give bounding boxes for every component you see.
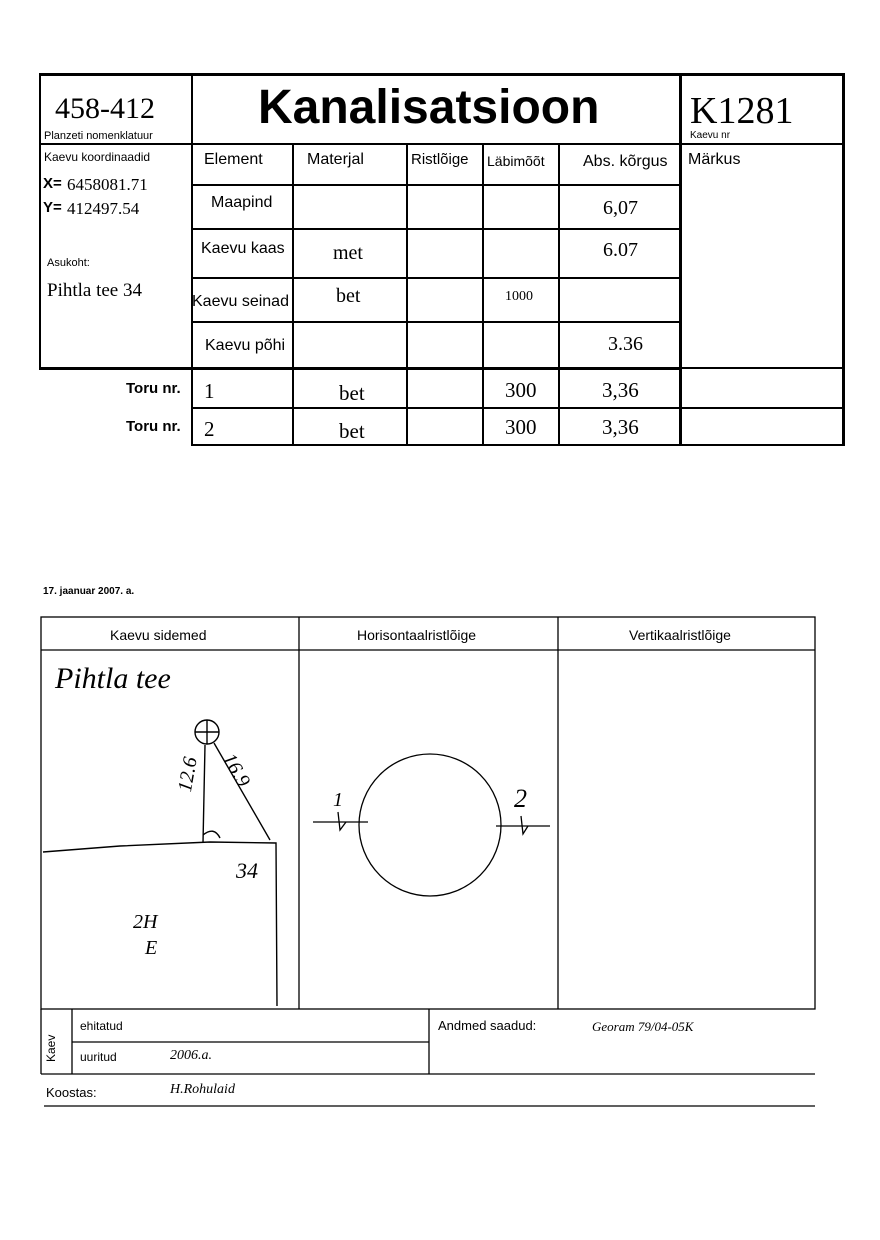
pipe-korgus: 3,36	[602, 415, 639, 439]
pipe1-label: 1	[333, 789, 343, 811]
x-label: X=	[43, 175, 62, 192]
nomenclature-label: Planzeti nomenklatuur	[44, 130, 153, 142]
coords-label: Kaevu koordinaadid	[44, 150, 151, 164]
kaev-label: Kaev	[44, 1034, 58, 1062]
uuritud-label: uuritud	[80, 1050, 117, 1064]
pipe-korgus: 3,36	[602, 378, 639, 402]
document-date: 17. jaanuar 2007. a.	[43, 586, 135, 597]
location-label: Asukoht:	[47, 257, 90, 269]
col-header-materjal: Materjal	[307, 151, 364, 168]
andmed-value: Georam 79/04-05K	[592, 1019, 694, 1034]
row-element-pohi: Kaevu põhi	[205, 337, 286, 354]
koostas-value: H.Rohulaid	[170, 1082, 235, 1097]
row-materjal-kaas: met	[333, 242, 363, 264]
col-header-labimoot: Läbimõõt	[487, 153, 545, 169]
well-id: K1281	[690, 90, 794, 132]
uuritud-value: 2006.a.	[170, 1048, 212, 1063]
col-header-horisontaal: Horisontaalristlõige	[357, 627, 477, 643]
location-value: Pihtla tee 34	[47, 280, 142, 301]
ehitatud-label: ehitatud	[80, 1019, 123, 1033]
row-element-kaas: Kaevu kaas	[201, 240, 285, 257]
sketch-house-nr: 34	[236, 858, 258, 883]
pipe-label: Toru nr.	[126, 380, 181, 397]
pipe-labimoot: 300	[505, 415, 537, 439]
row-korgus-kaas: 6.07	[603, 239, 638, 261]
col-header-markus: Märkus	[688, 151, 741, 168]
row-korgus-maapind: 6,07	[603, 197, 638, 219]
pipe-nr: 2	[204, 417, 215, 441]
pipe2-label: 2	[514, 784, 527, 813]
cross-section	[313, 754, 550, 896]
y-value: 412497.54	[67, 199, 140, 218]
pipe-materjal: bet	[339, 419, 365, 443]
col-header-element: Element	[204, 151, 263, 168]
pipe-materjal: bet	[339, 381, 365, 405]
well-id-label: Kaevu nr	[690, 130, 731, 141]
page-title: Kanalisatsioon	[258, 81, 600, 134]
row-labimoot-seinad: 1000	[505, 289, 533, 304]
col-header-ristloige: Ristlõige	[411, 151, 469, 168]
col-header-vertikaal: Vertikaalristlõige	[629, 627, 731, 643]
col-header-korgus: Abs. kõrgus	[583, 153, 668, 170]
y-label: Y=	[43, 199, 62, 216]
nomenclature: 458-412	[55, 92, 155, 125]
row-korgus-pohi: 3.36	[608, 333, 643, 355]
pipe-nr: 1	[204, 379, 215, 403]
pipe-labimoot: 300	[505, 378, 537, 402]
x-value: 6458081.71	[67, 175, 148, 194]
sketch-house-type1: 2H	[133, 911, 158, 933]
sketch-street: Pihtla tee	[55, 662, 171, 695]
pipe-label: Toru nr.	[126, 418, 181, 435]
andmed-label: Andmed saadud:	[438, 1018, 537, 1033]
sketch-dist2: 16.9	[217, 749, 255, 791]
sketch-dist1: 12.6	[174, 755, 202, 794]
sketch-house-type2: E	[145, 937, 158, 959]
row-materjal-seinad: bet	[336, 285, 361, 307]
row-element-seinad: Kaevu seinad	[192, 293, 289, 310]
row-element-maapind: Maapind	[211, 194, 273, 211]
col-header-sidemed: Kaevu sidemed	[110, 627, 207, 643]
koostas-label: Koostas:	[46, 1085, 97, 1100]
